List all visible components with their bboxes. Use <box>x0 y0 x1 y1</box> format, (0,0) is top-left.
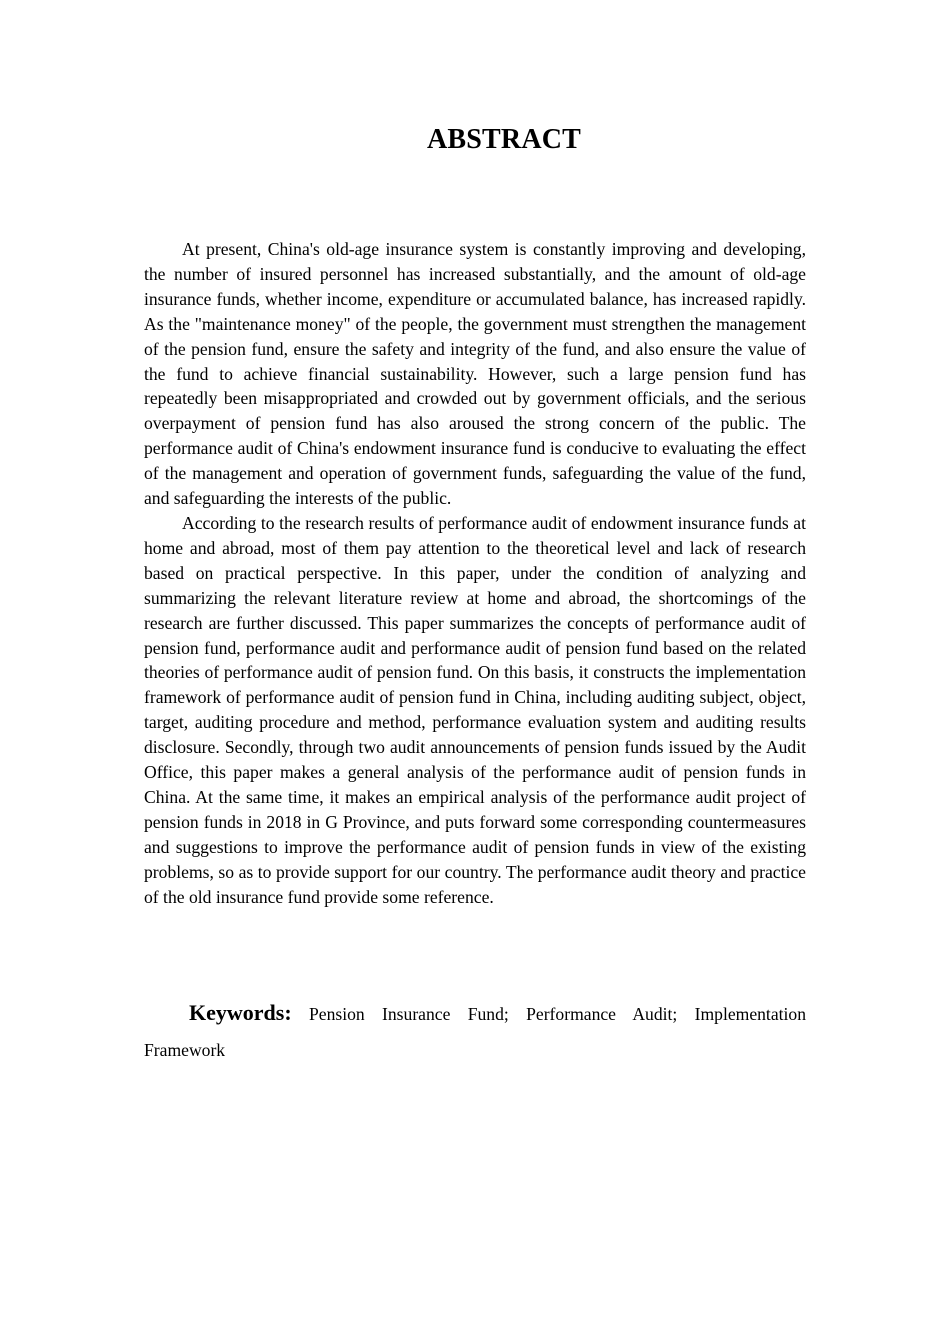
keywords-label: Keywords: <box>189 1000 292 1025</box>
abstract-paragraph-2: According to the research results of performance audit of endowment insurance funds at home and abroad, most of them pay attention to the theoretical level and lack of research based on practical perspective. In this paper, under the condition of analyzing and summarizing the relevant literature review at home and abroad, the shortcomings of the research are further discussed. This paper summarizes the concepts of performance audit of pension fund, performance audit and performance audit of pension fund based on the related theories of performance audit of pension fund. On this basis, it constructs the implementation framework of performance audit of pension fund in China, including auditing subject, object, target, auditing procedure and method, performance evaluation system and auditing results disclosure. Secondly, through two audit announcements of pension funds issued by the Audit Office, this paper makes a general analysis of the performance audit of pension funds in China. At the same time, it makes an empirical analysis of the performance audit project of pension funds in 2018 in G Province, and puts forward some corresponding countermeasures and suggestions to improve the performance audit of pension funds in view of the existing problems, so as to provide support for our country. The performance audit theory and practice of the old insurance fund provide some reference. <box>144 512 806 907</box>
abstract-paragraph-1: At present, China's old-age insurance system is constantly improving and developing, the number of insured personnel has increased substantially, and the amount of old-age insurance funds, whether income, expenditure or accumulated balance, has increased rapidly. As the "maintenance money" of the people, the government must strengthen the management of the pension fund, ensure the safety and integrity of the fund, and also ensure the value of the fund to achieve financial sustainability. However, such a large pension fund has repeatedly been misappropriated and crowded out by government officials, and the serious overpayment of pension fund has also aroused the strong concern of the public. The performance audit of China's endowment insurance fund is conducive to evaluating the effect of the management and operation of government funds, safeguarding the value of the fund, and safeguarding the interests of the public. <box>144 239 806 509</box>
keywords-text: Pension Insurance Fund; Performance Audit; Implementation Framework <box>144 1004 807 1060</box>
keywords-line <box>144 995 806 1068</box>
abstract-body <box>144 237 806 909</box>
abstract-title: ABSTRACT <box>426 124 582 155</box>
